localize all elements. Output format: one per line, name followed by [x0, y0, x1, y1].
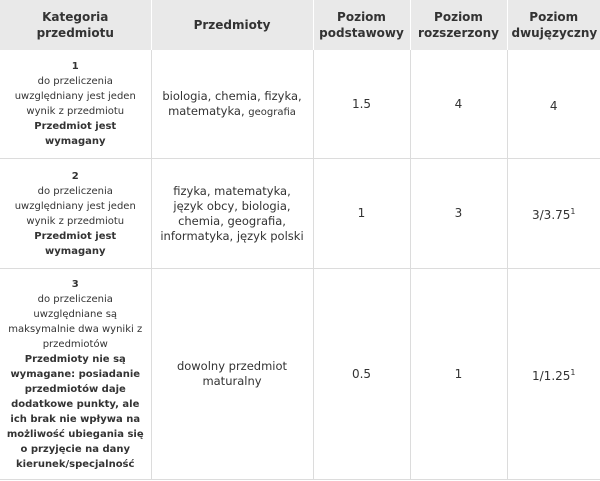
basic-level-value: 0.5	[313, 269, 410, 480]
bilingual-level-cell	[507, 50, 600, 159]
header-bilingual-level: Poziom dwujęzyczny	[507, 0, 600, 50]
table-row	[0, 159, 600, 269]
basic-level-value: 1	[313, 159, 410, 269]
extended-level-value: 4	[410, 50, 507, 159]
footnote-marker: 1	[570, 207, 576, 216]
category-description: do przeliczenia uwzględniany jest jeden wynik z przedmiotu	[14, 76, 136, 117]
bilingual-level-value: 3/3.75	[532, 208, 571, 222]
subjects-list: fizyka, matematyka, język obcy, biologia, chemia, geografia, informatyka, język polski	[160, 183, 304, 243]
category-description: do przeliczenia uwzględniane są maksymalnie dwa wyniki z przedmiotów	[8, 293, 143, 350]
subjects-cell	[151, 269, 313, 480]
subjects-cell	[151, 50, 313, 159]
category-description: do przeliczenia uwzględniany jest jeden wynik z przedmiotu	[14, 185, 136, 227]
category-number: 3	[71, 278, 79, 290]
category-cell	[0, 50, 151, 159]
table-header-row	[0, 0, 600, 50]
bilingual-level-value: 4	[549, 98, 558, 113]
subjects-list-extra: geografia	[248, 106, 296, 118]
subjects-list: biologia, chemia, fizyka, matematyka,	[162, 88, 302, 118]
header-category: Kategoria przedmiotu	[0, 0, 151, 50]
category-requirement: Przedmiot jest wymagany	[34, 230, 117, 257]
table-row	[0, 50, 600, 159]
extended-level-value: 1	[410, 269, 507, 480]
category-cell	[0, 159, 151, 269]
basic-level-value: 1.5	[313, 50, 410, 159]
bilingual-level-cell	[507, 269, 600, 480]
footnote-marker: 1	[570, 367, 576, 377]
subjects-cell	[151, 159, 313, 269]
bilingual-level-value: 1/1.25	[532, 368, 571, 383]
category-number: 2	[71, 170, 79, 182]
header-subjects: Przedmioty	[151, 0, 313, 50]
extended-level-value: 3	[410, 159, 507, 269]
subjects-list: dowolny przedmiot maturalny	[176, 359, 288, 388]
category-requirement: Przedmioty nie są wymagane: posiadanie przedmiotów daje dodatkowe punkty, ale ich brak nie wpływa na możliwość ubiegania się o przyjęcie na dany kierunek/specjalność	[6, 353, 144, 470]
category-number: 1	[71, 61, 79, 72]
table-row	[0, 269, 600, 480]
header-basic-level: Poziom podstawowy	[313, 0, 410, 50]
category-requirement: Przedmiot jest wymagany	[34, 121, 117, 147]
bilingual-level-cell	[507, 159, 600, 269]
header-extended-level: Poziom rozszerzony	[410, 0, 507, 50]
category-cell	[0, 269, 151, 480]
